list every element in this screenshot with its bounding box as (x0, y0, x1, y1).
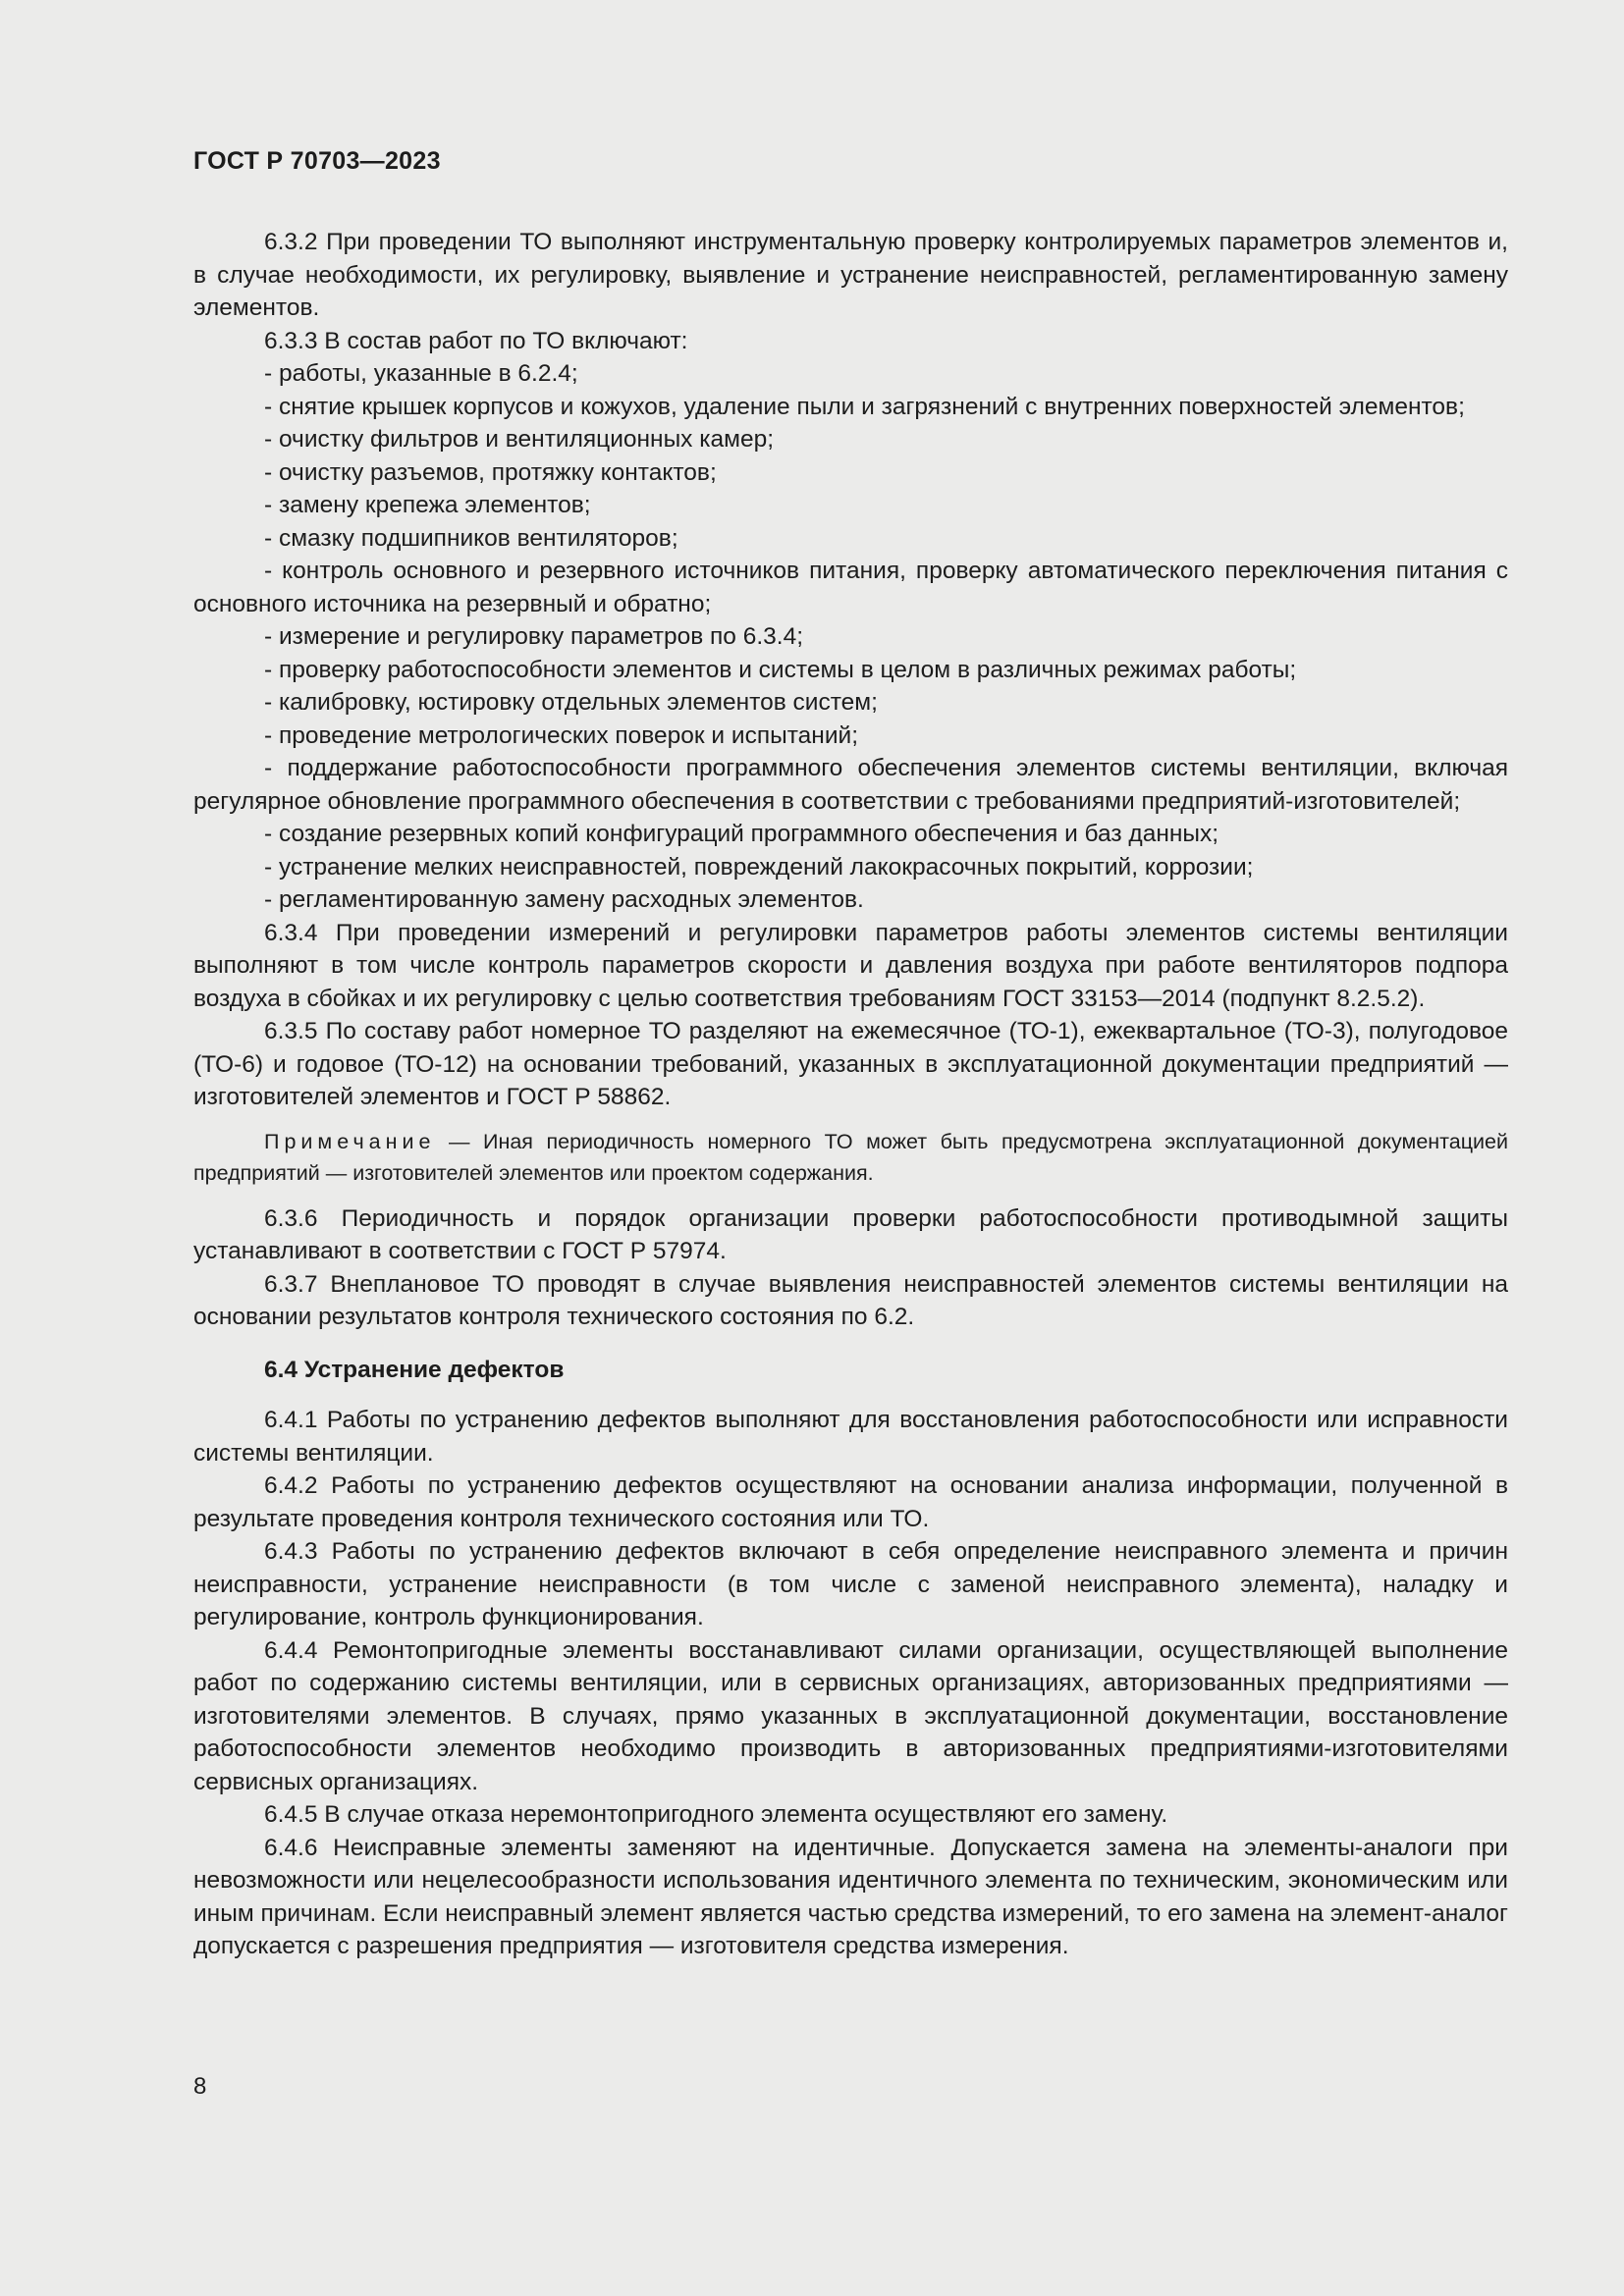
list-item: - проверку работоспособности элементов и системы в целом в различных режимах работы; (264, 656, 1297, 683)
paragraph-6-4-3: 6.4.3 Работы по устранению дефектов включают в себя определение неисправного элемента и причин неисправности, устранение неисправности (в том числе с заменой неисправного элемента), наладку и регулирование, контроль функционирования. (193, 1538, 1508, 1630)
list-item: - работы, указанные в 6.2.4; (264, 360, 578, 387)
paragraph-6-3-2: 6.3.2 При проведении ТО выполняют инструментальную проверку контролируемых параметров элементов и, в случае необходимости, их регулировку, выявление и устранение неисправностей, регламентированную замену элементов. (193, 229, 1508, 321)
page-number: 8 (193, 2073, 207, 2100)
note-text: — Иная периодичность номерного ТО может быть предусмотрена эксплуатационной документацией предприятий — изготовителей элементов или проектом содержания. (193, 1129, 1508, 1185)
list-item: - устранение мелких неисправностей, повреждений лакокрасочных покрытий, коррозии; (264, 853, 1254, 881)
section-heading-6-4: 6.4 Устранение дефектов (264, 1356, 565, 1383)
list-item: - проведение метрологических поверок и испытаний; (264, 721, 859, 749)
document-header: ГОСТ Р 70703—2023 (193, 147, 441, 175)
paragraph-6-3-7: 6.3.7 Внеплановое ТО проводят в случае выявления неисправностей элементов системы вентиляции на основании результатов контроля технического состояния по 6.2. (193, 1270, 1508, 1330)
list-item: - измерение и регулировку параметров по 6.3.4; (264, 623, 804, 650)
paragraph-6-3-4: 6.3.4 При проведении измерений и регулировки параметров работы элементов системы вентиляции выполняют в том числе контроль параметров скорости и давления воздуха при работе вентиляторов подпора воздуха в сбойках и их регулировку с целью соответствия требованиям ГОСТ 33153—2014 (подпункт 8.2.5.2). (193, 919, 1508, 1012)
list-item: - поддержание работоспособности программного обеспечения элементов системы вентиляции, включая регулярное обновление программного обеспечения в соответствии с требованиями предприятий-изготовителей; (193, 755, 1508, 815)
paragraph-6-3-3: 6.3.3 В состав работ по ТО включают: (264, 327, 688, 354)
list-item: - контроль основного и резервного источников питания, проверку автоматического переключения питания с основного источника на резервный и обратно; (193, 558, 1508, 617)
paragraph-6-3-6: 6.3.6 Периодичность и порядок организации проверки работоспособности противодымной защиты устанавливают в соответствии с ГОСТ Р 57974. (193, 1204, 1508, 1264)
note-label: Примечание (264, 1129, 436, 1153)
list-item: - регламентированную замену расходных элементов. (264, 886, 864, 913)
list-item: - замену крепежа элементов; (264, 492, 591, 518)
paragraph-6-3-5: 6.3.5 По составу работ номерное ТО разделяют на ежемесячное (ТО-1), ежеквартальное (ТО-3), полугодовое (ТО-6) и годовое (ТО-12) на основании требований, указанных в эксплуатационной документации предприятий — изготовителей элементов и ГОСТ Р 58862. (193, 1018, 1508, 1110)
note (193, 1126, 1508, 1189)
paragraph-6-4-2: 6.4.2 Работы по устранению дефектов осуществляют на основании анализа информации, полученной в результате проведения контроля технического состояния или ТО. (193, 1472, 1508, 1532)
paragraph-6-4-4: 6.4.4 Ремонтопригодные элементы восстанавливают силами организации, осуществляющей выполнение работ по содержанию системы вентиляции, или в сервисных организациях, авторизованных предприятиями — изготовителями элементов. В случаях, прямо указанных в эксплуатационной документации, восстановление работоспособности элементов необходимо производить в авторизованных предприятиями-изготовителями сервисных организациях. (193, 1636, 1508, 1795)
list-item: - очистку разъемов, протяжку контактов; (264, 458, 717, 486)
list-item: - очистку фильтров и вентиляционных камер; (264, 426, 775, 453)
list-item: - создание резервных копий конфигураций программного обеспечения и баз данных; (264, 821, 1219, 847)
paragraph-6-4-5: 6.4.5 В случае отказа неремонтопригодного элемента осуществляют его замену. (264, 1801, 1168, 1828)
list-item: - смазку подшипников вентиляторов; (264, 524, 678, 552)
list-item: - снятие крышек корпусов и кожухов, удаление пыли и загрязнений с внутренних поверхностей элементов; (264, 393, 1465, 420)
paragraph-6-4-1: 6.4.1 Работы по устранению дефектов выполняют для восстановления работоспособности или исправности системы вентиляции. (193, 1407, 1508, 1467)
list-item: - калибровку, юстировку отдельных элементов систем; (264, 689, 878, 716)
document-body (193, 226, 1508, 1963)
paragraph-6-4-6: 6.4.6 Неисправные элементы заменяют на идентичные. Допускается замена на элементы-аналоги при невозможности или нецелесообразности использования идентичного элемента по техническим, экономическим или иным причинам. Если неисправный элемент является частью средства измерений, то его замена на элемент-аналог допускается с разрешения предприятия — изготовителя средства измерения. (193, 1834, 1508, 1959)
